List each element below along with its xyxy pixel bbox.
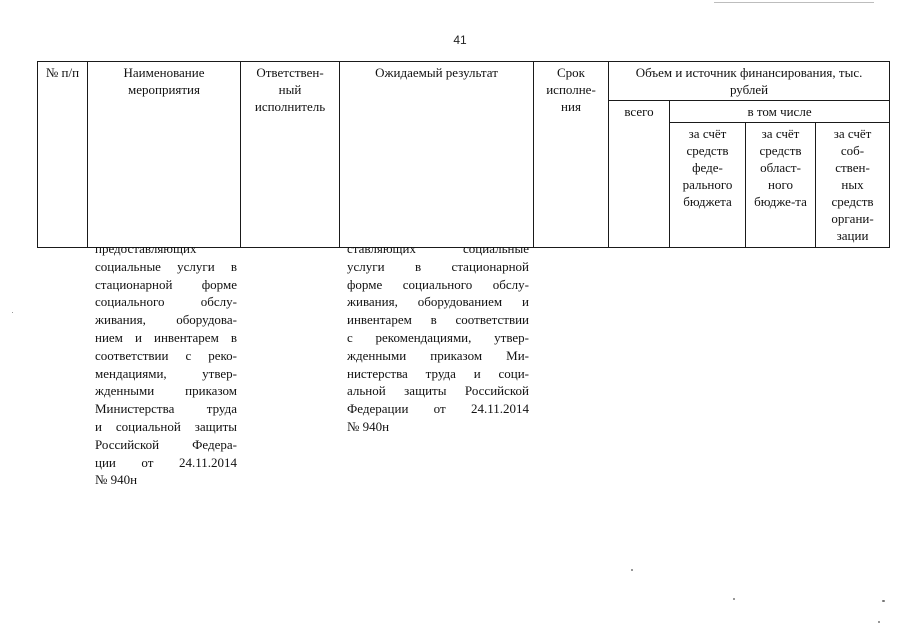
name-line: № 940н [95,472,138,488]
result-line: альной защиты Российской [347,383,529,399]
result-line: инвентарем в соответствии [347,312,529,328]
financing-table-header [37,61,890,248]
header-result: Ожидаемый результат [340,62,534,248]
name-line: ции от 24.11.2014 [95,454,237,470]
result-line: нистерства труда и соци- [347,365,529,381]
page-number: 41 [453,33,467,47]
name-line: живания, оборудова- [95,312,237,328]
header-total: всего [609,101,670,248]
header-own: за счёт соб-ствен-ных средств органи-зации [816,123,890,248]
name-line: предоставляющих [95,241,197,256]
result-line: форме социального обслу- [347,276,529,292]
header-federal: за счёт средств феде-рального бюджета [670,123,746,248]
scan-speck [12,312,13,313]
name-line: и социальной защиты [95,418,237,434]
name-line: стационарной форме [95,276,237,292]
scan-speck [733,598,735,600]
name-line: социального обслу- [95,294,237,310]
name-line: Российской Федера- [95,436,237,452]
activity-name-text [95,240,237,489]
name-line: соответствии с реко- [95,347,237,363]
result-line: услуги в стационарной [347,258,529,274]
scan-speck [631,569,633,571]
header-responsible: Ответствен-ный исполнитель [241,62,340,248]
header-regional: за счёт средств област-ного бюдже-та [746,123,816,248]
header-financing: Объем и источник финансирования, тыс. рублей [609,62,890,101]
top-rule [714,2,874,3]
name-line: Министерства труда [95,401,237,417]
expected-result-text [347,240,529,436]
header-deadline: Срок исполне-ния [534,62,609,248]
result-line: № 940н [347,418,390,434]
header-name: Наименование мероприятия [88,62,241,248]
result-line: с рекомендациями, утвер- [347,329,529,345]
result-line: Федерации от 24.11.2014 [347,401,529,417]
header-including: в том числе [670,101,890,123]
header-num: № п/п [38,62,88,248]
scan-speck [878,621,880,623]
result-line: живания, оборудованием и [347,294,529,310]
name-line: мендациями, утвер- [95,365,237,381]
name-line: социальные услуги в [95,258,237,274]
name-line: жденными приказом [95,383,237,399]
scan-speck [882,600,885,602]
result-line: жденными приказом Ми- [347,347,529,363]
name-line: нием и инвентарем в [95,329,237,345]
result-line: ставляющих социальные [347,241,529,256]
